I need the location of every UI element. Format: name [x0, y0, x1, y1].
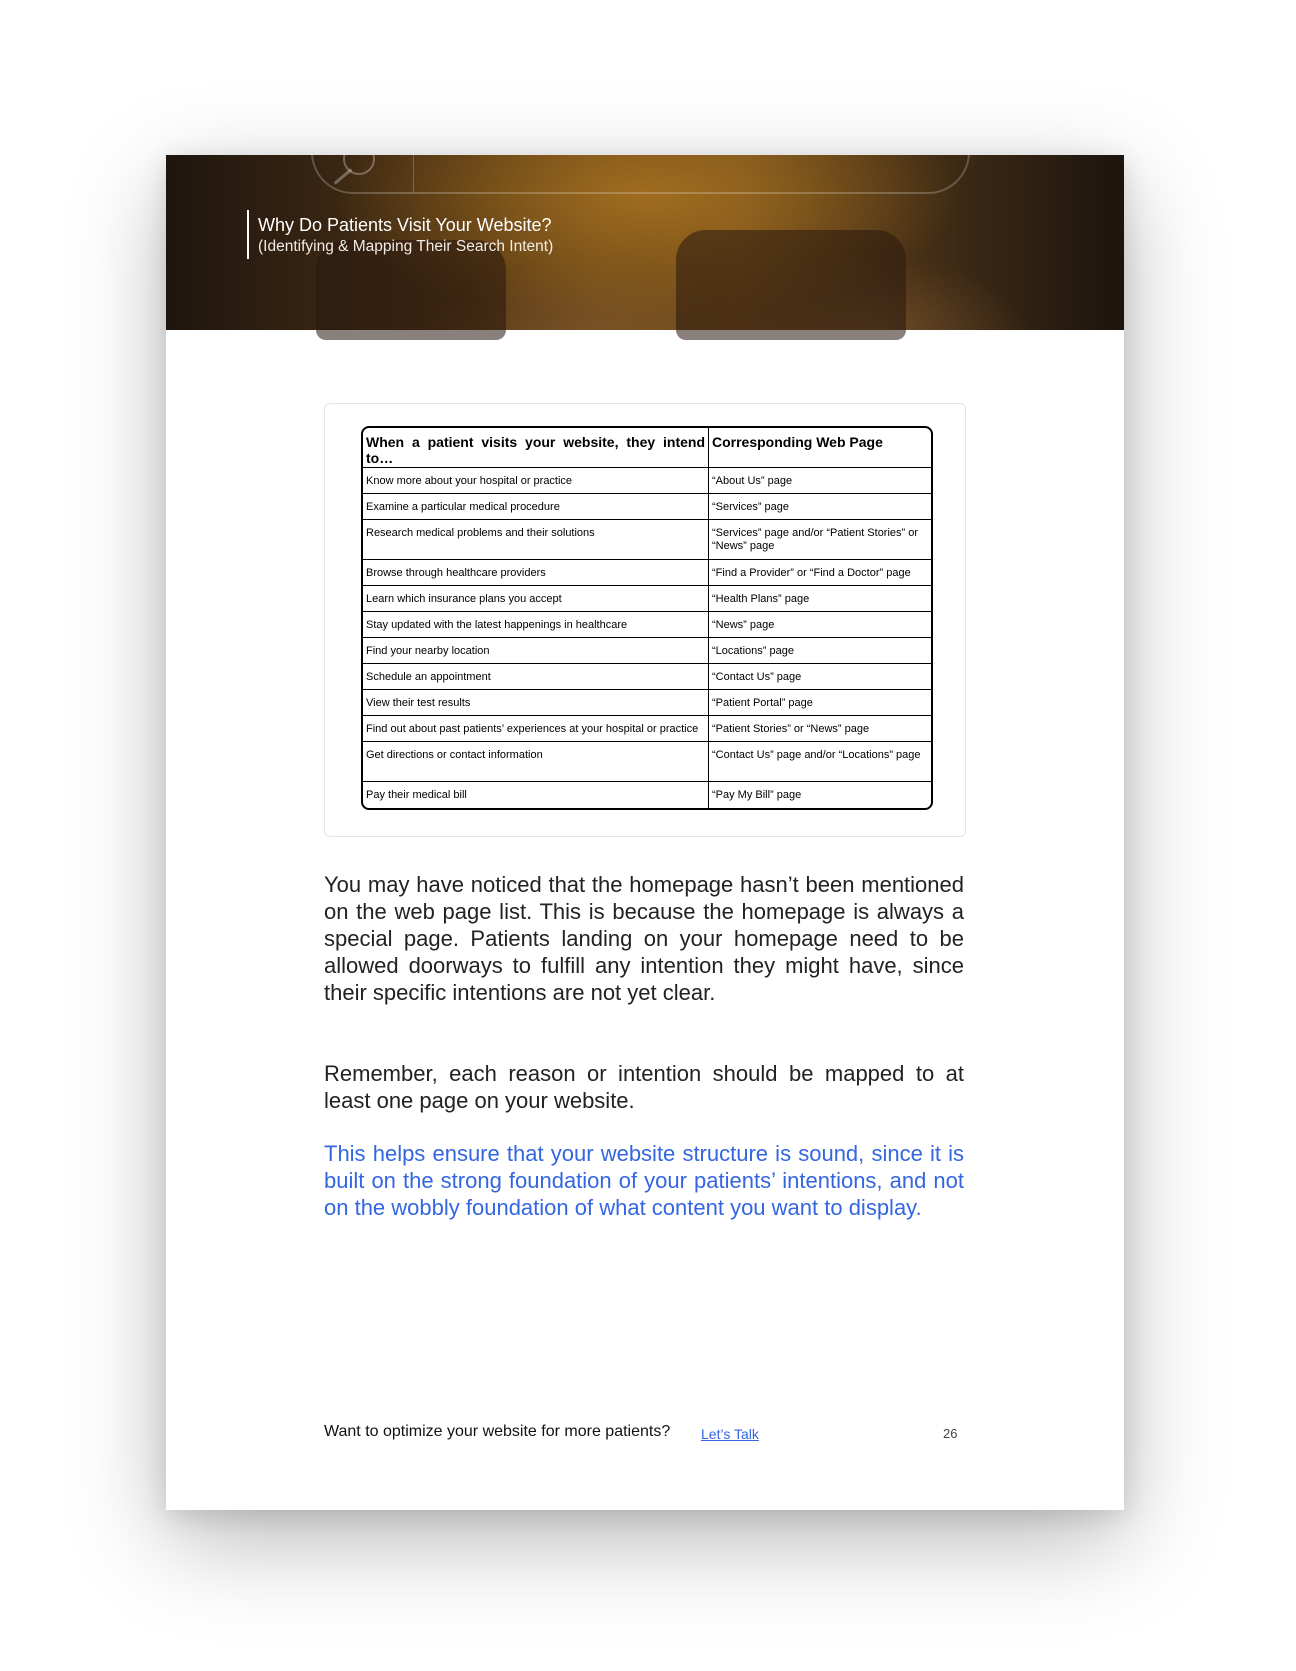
intent-cell: Research medical problems and their solutions — [363, 520, 709, 560]
intent-table-card — [324, 403, 966, 837]
intent-cell: Learn which insurance plans you accept — [363, 586, 709, 612]
table-row — [363, 690, 931, 716]
intent-cell: Find out about past patients’ experiences at your hospital or practice — [363, 716, 709, 742]
intent-cell: Find your nearby location — [363, 638, 709, 664]
table-row — [363, 638, 931, 664]
table-row — [363, 520, 931, 560]
header-banner — [166, 155, 1124, 330]
table-row — [363, 612, 931, 638]
title-accent-bar — [247, 210, 249, 259]
page-cell: “Patient Stories” or “News” page — [709, 716, 931, 742]
page-cell: “Locations” page — [709, 638, 931, 664]
page-cell: “About Us” page — [709, 468, 931, 494]
column-header-page: Corresponding Web Page — [709, 428, 931, 468]
page-cell: “Health Plans” page — [709, 586, 931, 612]
page-cell: “Find a Provider” or “Find a Doctor” page — [709, 560, 931, 586]
highlight-paragraph: This helps ensure that your website structure is sound, since it is built on the strong foundation of your patients’ intentions, and not on the wobbly foundation of what content you want to display. — [324, 1141, 964, 1220]
table-row — [363, 782, 931, 808]
intent-cell: Pay their medical bill — [363, 782, 709, 808]
footer-cta-text: Want to optimize your website for more patients? — [324, 1423, 671, 1440]
search-bar-graphic — [311, 155, 970, 194]
page-number: 26 — [943, 1426, 958, 1441]
page-subtitle: (Identifying & Mapping Their Search Intent) — [258, 238, 554, 255]
table-row — [363, 494, 931, 520]
page-cell: “Services” page — [709, 494, 931, 520]
page-cell: “Patient Portal” page — [709, 690, 931, 716]
lets-talk-link[interactable]: Let’s Talk — [701, 1426, 759, 1442]
table-row — [363, 468, 931, 494]
table-row — [363, 560, 931, 586]
intent-cell: View their test results — [363, 690, 709, 716]
document-page — [166, 155, 1124, 1510]
intent-cell: Get directions or contact information — [363, 742, 709, 782]
body-paragraph-mapping: Remember, each reason or intention should be mapped to at least one page on your website. — [324, 1061, 964, 1113]
page-cell: “Contact Us” page — [709, 664, 931, 690]
column-header-intent: When a patient visits your website, they intend to… — [363, 428, 709, 468]
intent-cell: Know more about your hospital or practice — [363, 468, 709, 494]
table-row — [363, 742, 931, 782]
page-cell: “News” page — [709, 612, 931, 638]
table-row — [363, 586, 931, 612]
page-cell: “Pay My Bill” page — [712, 789, 802, 801]
intent-cell: Stay updated with the latest happenings in healthcare — [363, 612, 709, 638]
page-cell: “Contact Us” page and/or “Locations” page — [709, 742, 931, 782]
right-hand-shape — [676, 230, 906, 340]
table-row — [363, 664, 931, 690]
table-header-row — [363, 428, 931, 468]
page-title: Why Do Patients Visit Your Website? — [258, 215, 552, 235]
table-row — [363, 716, 931, 742]
intent-cell: Browse through healthcare providers — [363, 560, 709, 586]
intent-cell: Schedule an appointment — [363, 664, 709, 690]
page-cell: “Services” page and/or “Patient Stories” or “News” page — [709, 520, 931, 560]
intent-table — [361, 426, 933, 810]
body-paragraph-homepage: You may have noticed that the homepage hasn’t been mentioned on the web page list. This is because the homepage is always a special page. Patients landing on your homepage need to be allowed doorways to fulfill any intention they might have, since their specific intentions are not yet clear. — [324, 872, 964, 1005]
intent-cell: Examine a particular medical procedure — [363, 494, 709, 520]
